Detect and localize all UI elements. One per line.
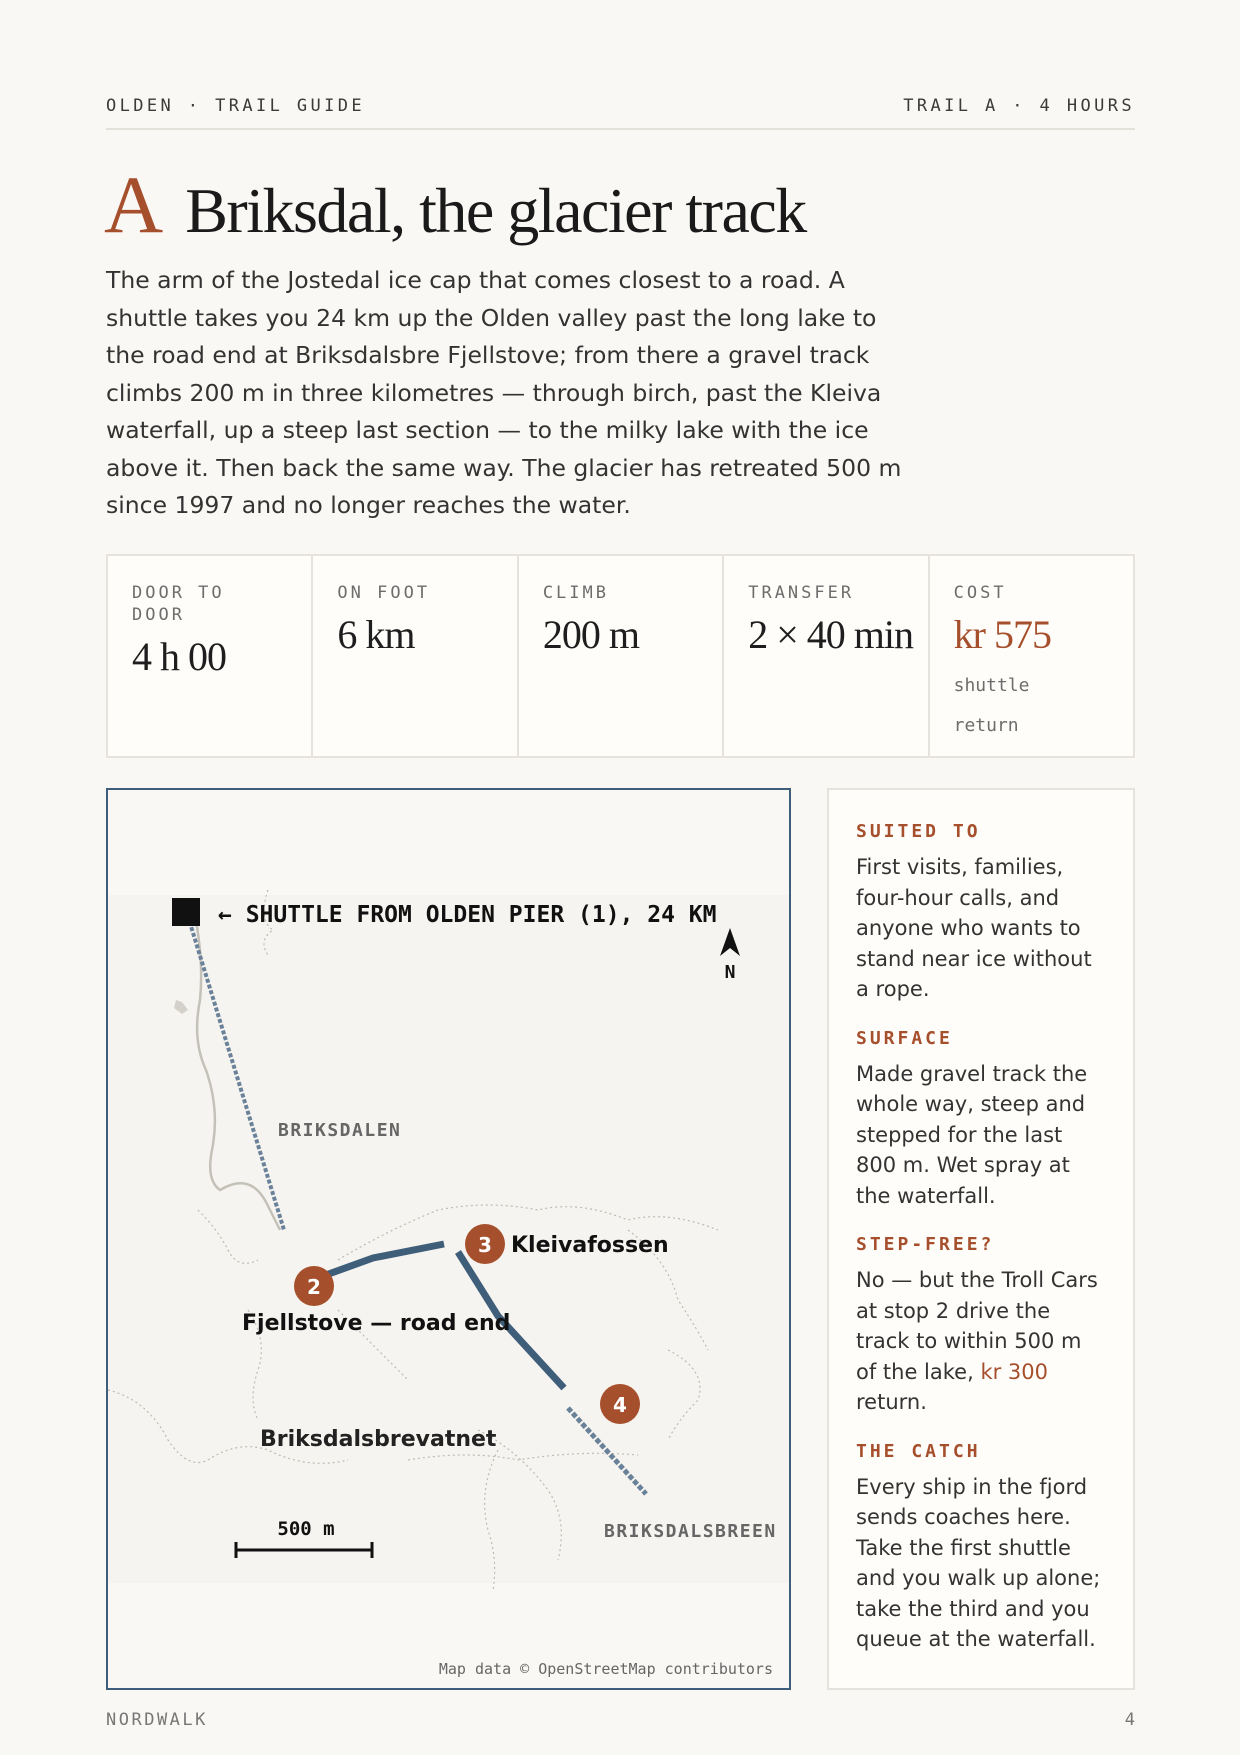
map-canvas	[108, 790, 791, 1690]
stop-3-label: Kleivafossen	[511, 1233, 669, 1258]
trail-letter: A	[104, 159, 164, 250]
header-section: OLDEN · TRAIL GUIDE	[106, 96, 366, 116]
page-title	[104, 158, 806, 250]
glacier-label: BRIKSDALSBREEN	[604, 1521, 777, 1542]
shuttle-start-marker	[172, 898, 200, 926]
stat-value: 2 × 40 min	[748, 612, 914, 657]
step-free-text	[856, 1265, 1107, 1418]
stat-label: ON FOOT	[337, 583, 431, 603]
catch-text: Every ship in the fjord sends coaches here. Take the first shuttle and you walk up alone; take the third and you queue at the waterfall.	[856, 1474, 1101, 1651]
stop-2-label: Fjellstove — road end	[242, 1311, 511, 1336]
step-free-price: kr 300	[980, 1359, 1049, 1384]
north-label: N	[724, 962, 736, 983]
page-header	[106, 96, 1135, 130]
header-trail-info: TRAIL A · 4 HOURS	[903, 96, 1135, 116]
stat-value: 200 m	[542, 612, 639, 657]
intro-paragraph: The arm of the Jostedal ice cap that comes closest to a road. A shuttle takes you 24 km up the Olden valley past the long lake to the road end at Briksdalsbre Fjellstove; from there a gravel track climbs 200 m in three kilometres — through birch, past the Kleiva waterfall, up a steep last section — to the milky lake with the ice above it. Then back the same way. The glacier has retreated 500 m since 1997 and no longer reaches the water.	[106, 266, 902, 519]
surface-text: Made gravel track the whole way, steep and stepped for the last 800 m. Wet spray at the waterfall.	[856, 1061, 1088, 1208]
stat-cost	[930, 556, 1133, 756]
shuttle-label: ← SHUTTLE FROM OLDEN PIER (1), 24 KM	[218, 902, 717, 928]
map-attribution: Map data © OpenStreetMap contributors	[438, 1660, 773, 1678]
stop-3-number: 3	[478, 1233, 492, 1257]
page-footer	[106, 1710, 1135, 1730]
catch-heading: THE CATCH	[856, 1440, 981, 1462]
info-sidebar	[827, 788, 1135, 1690]
stat-label: COST	[953, 583, 1007, 603]
footer-brand: NORDWALK	[106, 1710, 208, 1730]
stat-value: kr 575	[953, 612, 1051, 657]
stop-4-number: 4	[613, 1393, 627, 1417]
stat-label: CLIMB	[542, 583, 609, 603]
surface-heading: SURFACE	[856, 1027, 953, 1049]
stat-label: DOOR TO DOOR	[132, 583, 225, 625]
valley-label: BRIKSDALEN	[278, 1120, 402, 1141]
stat-value: 6 km	[337, 612, 415, 657]
trail-map	[106, 788, 791, 1690]
map-tile	[108, 895, 791, 1583]
stat-door-to-door	[108, 556, 313, 756]
suited-heading: SUITED TO	[856, 821, 981, 842]
stat-transfer	[724, 556, 929, 756]
step-free-heading: STEP-FREE?	[856, 1234, 995, 1255]
step-free-text-part: No — but the Troll Cars at stop 2 drive the track to within 500 m of the lake,	[856, 1268, 1098, 1384]
stat-label: TRANSFER	[748, 583, 855, 603]
trail-title: Briksdal, the glacier track	[185, 175, 806, 246]
suited-text: First visits, families, four-hour calls, and anyone who wants to stand near ice without a rope.	[856, 855, 1092, 1001]
stat-sub: shuttle return	[953, 675, 1030, 736]
page-number: 4	[1124, 1710, 1135, 1730]
stat-on-foot	[313, 556, 518, 756]
stat-climb	[519, 556, 724, 756]
stat-value: 4 h 00	[132, 634, 226, 679]
step-free-text-end: return.	[856, 1390, 927, 1414]
lake-label: Briksdalsbrevatnet	[260, 1427, 497, 1452]
stop-2-number: 2	[307, 1275, 321, 1299]
stats-strip	[106, 554, 1135, 758]
scale-label: 500 m	[277, 1518, 335, 1540]
